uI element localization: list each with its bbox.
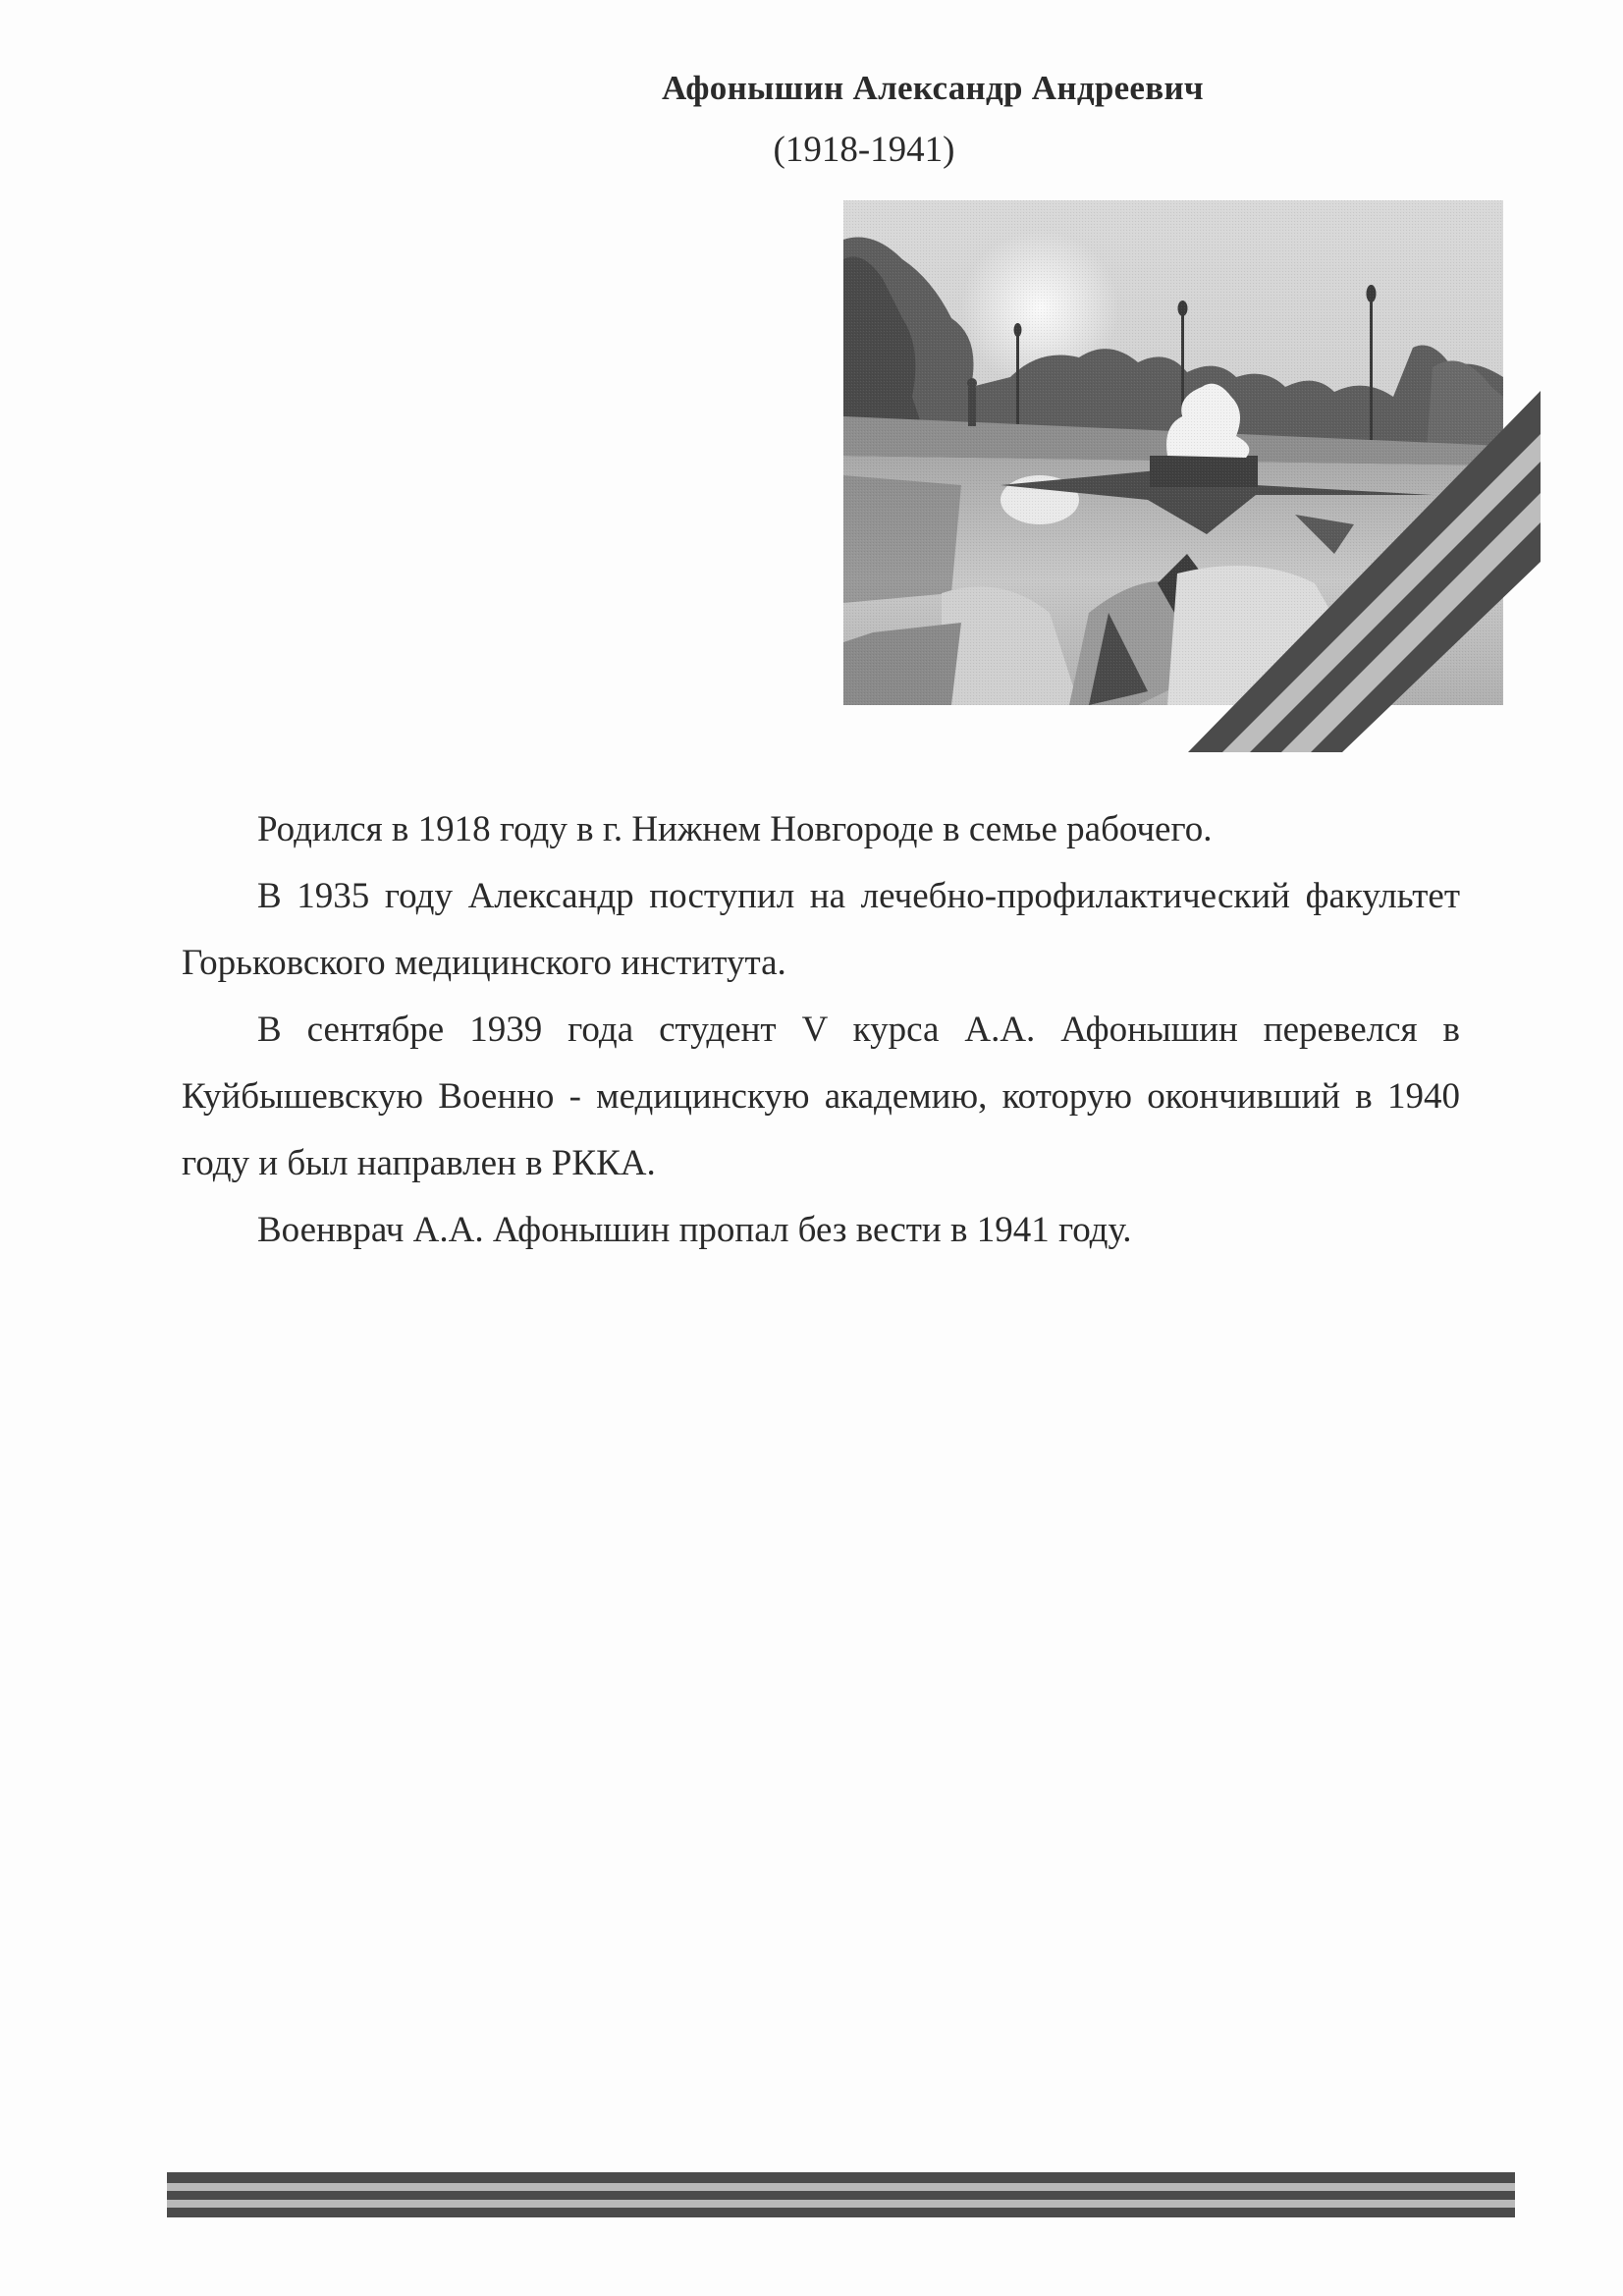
person-name-heading: Афонышин Александр Андреевич <box>662 69 1204 107</box>
ribbon-stripe-dark <box>167 2191 1515 2200</box>
ribbon-stripe-dark <box>167 2172 1515 2183</box>
ribbon-stripe-light <box>167 2183 1515 2191</box>
st-george-ribbon-footer <box>167 2172 1515 2217</box>
life-years: (1918-1941) <box>773 130 955 170</box>
bio-paragraph: В 1935 году Александр поступил на лечебно-профилактический факультет Горьковского медицинского института. <box>182 876 1460 983</box>
bio-paragraph: Военврач А.А. Афонышин пропал без вести в 1941 году. <box>257 1210 1132 1250</box>
ribbon-stripe-dark <box>167 2208 1515 2217</box>
bio-paragraph: Родился в 1918 году в г. Нижнем Новгороде в семье рабочего. <box>257 809 1213 849</box>
ribbon-stripe-light <box>167 2200 1515 2208</box>
bio-paragraph: В сентябре 1939 года студент V курса А.А. Афонышин перевелся в Куйбышевскую Военно - медицинскую академию, которую окончивший в 1940 году и был направлен в РККА. <box>182 1010 1460 1183</box>
memorial-photo <box>843 200 1503 705</box>
biography-text <box>182 796 1460 1264</box>
